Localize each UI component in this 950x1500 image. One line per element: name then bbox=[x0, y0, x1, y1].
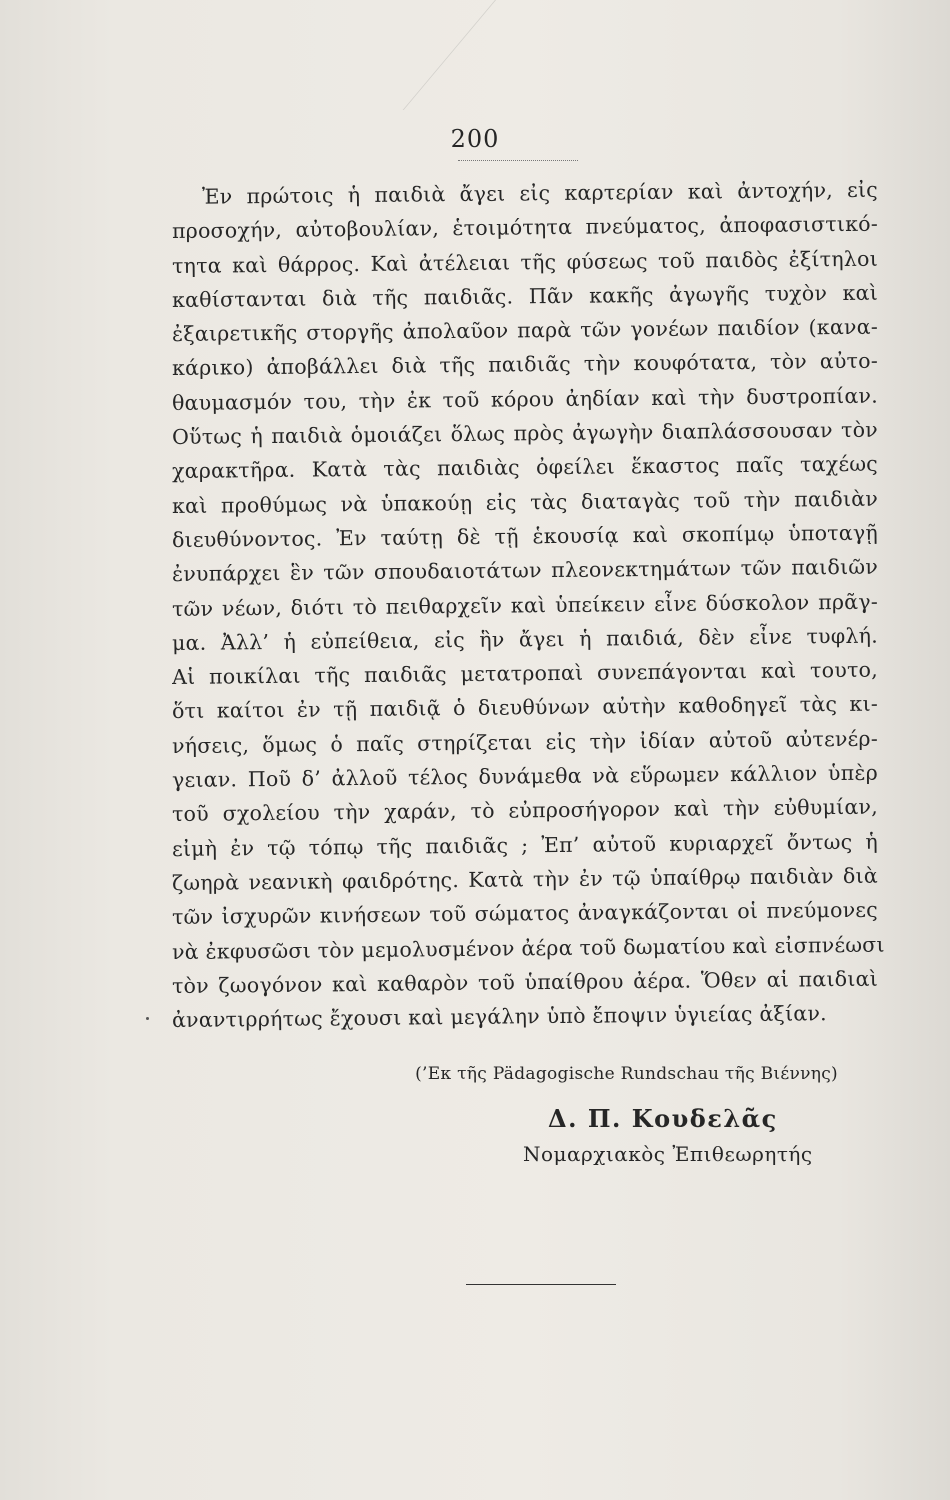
text-line: ἐξαιρετικῆς στοργῆς ἀπολαῦον παρὰ τῶν γονέων παιδίον (κανα- bbox=[171, 314, 879, 347]
text-line: τῶν ἰσχυρῶν κινήσεων τοῦ σώματος ἀναγκάζονται οἱ πνεύμονες bbox=[171, 897, 879, 930]
text-line: τοῦ σχολείου τὴν χαράν, τὸ εὐπροσήγορον καὶ τὴν εὐθυμίαν, bbox=[171, 794, 879, 827]
page-number-underline bbox=[458, 160, 578, 161]
text-line: τῶν νέων, διότι τὸ πειθαρχεῖν καὶ ὑπείκειν εἶνε δύσκολον πρᾶγ- bbox=[171, 589, 879, 621]
body-paragraph bbox=[171, 177, 885, 1037]
text-line: γειαν. Ποῦ δ’ ἀλλοῦ τέλος δυνάμεθα νὰ εὕρωμεν κάλλιον ὑπὲρ bbox=[171, 760, 879, 793]
ink-speck bbox=[146, 1017, 149, 1020]
text-line: καὶ προθύμως νὰ ὑπακούῃ εἰς τὰς διαταγὰς τοῦ τὴν παιδιὰν bbox=[171, 486, 879, 518]
text-line: νήσεις, ὅμως ὁ παῖς στηρίζεται εἰς τὴν ἰδίαν αὐτοῦ αὐτενέρ- bbox=[171, 726, 879, 758]
text-line: ζωηρὰ νεανικὴ φαιδρότης. Κατὰ τὴν ἐν τῷ ὑπαίθρῳ παιδιὰν διὰ bbox=[171, 863, 879, 895]
author-name: Δ. Π. Κουδελᾶς bbox=[548, 1104, 778, 1133]
text-line: προσοχήν, αὐτοβουλίαν, ἑτοιμότητα πνεύματος, ἀποφασιστικό- bbox=[171, 211, 879, 244]
text-line: διευθύνοντος. Ἐν ταύτῃ δὲ τῇ ἑκουσίᾳ καὶ σκοπίμῳ ὑποταγῇ bbox=[171, 520, 879, 552]
page-fold-mark bbox=[303, 0, 496, 110]
text-line: εἰμὴ ἐν τῷ τόπῳ τῆς παιδιᾶς ; Ἐπ’ αὐτοῦ κυριαρχεῖ ὄντως ἡ bbox=[171, 829, 879, 861]
text-line: ἐνυπάρχει ἓν τῶν σπουδαιοτάτων πλεονεκτημάτων τῶν παιδιῶν bbox=[171, 554, 879, 587]
text-line: καθίστανται διὰ τῆς παιδιᾶς. Πᾶν κακῆς ἀγωγῆς τυχὸν καὶ bbox=[171, 280, 879, 312]
text-line: ὅτι καίτοι ἐν τῇ παιδιᾷ ὁ διευθύνων αὐτὴν καθοδηγεῖ τὰς κι- bbox=[171, 692, 879, 724]
text-line: Ἐν πρώτοις ἡ παιδιὰ ἄγει εἰς καρτερίαν καὶ ἀντοχήν, εἰς bbox=[201, 177, 879, 209]
source-citation: (’Εκ τῆς Pädagogische Rundschau τῆς Βιέννης) bbox=[415, 1064, 838, 1084]
text-line: νὰ ἐκφυσῶσι τὸν μεμολυσμένον ἀέρα τοῦ δωματίου καὶ εἰσπνέωσι bbox=[171, 932, 885, 964]
text-line: Οὕτως ἡ παιδιὰ ὁμοιάζει ὅλως πρὸς ἀγωγὴν διαπλάσσουσαν τὸν bbox=[171, 417, 879, 450]
text-line: μα. Ἀλλ’ ἡ εὐπείθεια, εἰς ἣν ἄγει ἡ παιδιά, δὲν εἶνε τυφλή. bbox=[171, 623, 879, 655]
text-line: Αἱ ποικίλαι τῆς παιδιᾶς μετατροπαὶ συνεπάγονται καὶ τουτο, bbox=[171, 657, 879, 690]
text-line: χαρακτῆρα. Κατὰ τὰς παιδιὰς ὀφείλει ἕκαστος παῖς ταχέως bbox=[171, 451, 879, 484]
text-line: θαυμασμόν του, τὴν ἐκ τοῦ κόρου ἀηδίαν καὶ τὴν δυστροπίαν. bbox=[171, 383, 879, 415]
text-line: τητα καὶ θάρρος. Καὶ ἀτέλειαι τῆς φύσεως τοῦ παιδὸς ἐξίτηλοι bbox=[171, 246, 879, 278]
text-line: τὸν ζωογόνον καὶ καθαρὸν τοῦ ὑπαίθρου ἀέρα. Ὅθεν αἱ παιδιαὶ bbox=[171, 966, 879, 998]
page-number: 200 bbox=[450, 125, 500, 153]
author-title: Νομαρχιακὸς Ἐπιθεωρητής bbox=[523, 1142, 813, 1166]
text-line: ἀναντιρρήτως ἔχουσι καὶ μεγάλην ὑπὸ ἔποψιν ὑγιείας ἀξίαν. bbox=[171, 1001, 827, 1033]
text-line: κάρικο) ἀποβάλλει διὰ τῆς παιδιᾶς τὴν κουφότατα, τὸν αὐτο- bbox=[171, 349, 879, 381]
closing-rule bbox=[466, 1284, 616, 1285]
